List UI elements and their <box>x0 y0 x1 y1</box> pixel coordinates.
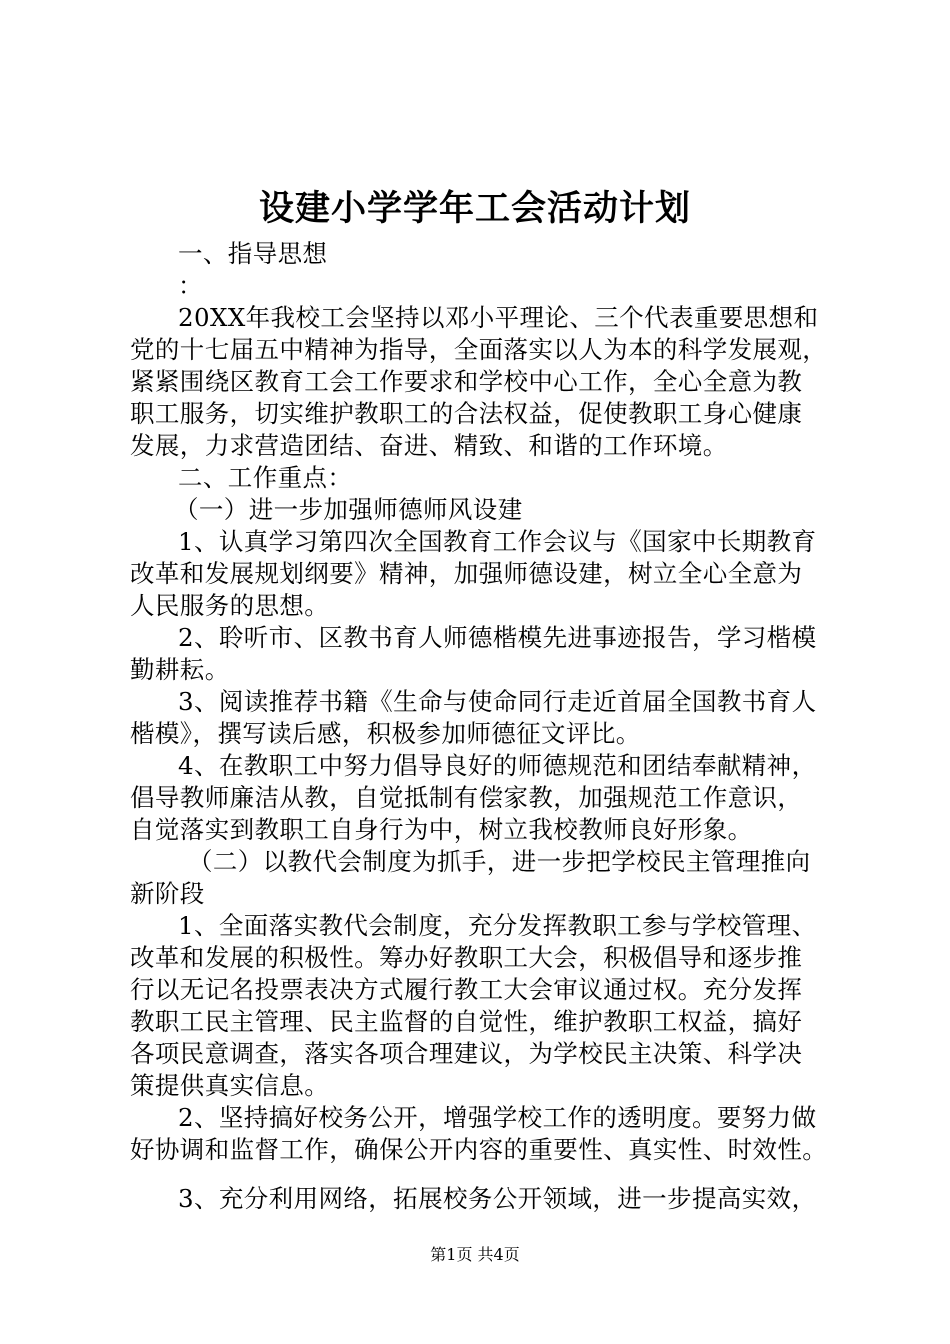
paragraph-line: 楷模》，撰写读后感，积极参加师德征文评比。 <box>130 719 641 748</box>
paragraph-line: 3、阅读推荐书籍《生命与使命同行走近首届全国教书育人 <box>178 687 817 716</box>
subsection-heading: （一）进一步加强师德师风设建 <box>174 495 523 524</box>
paragraph-line: 新阶段 <box>130 879 205 908</box>
paragraph-line: 勤耕耘。 <box>130 655 230 684</box>
paragraph-line: 20XX年我校工会坚持以邓小平理论、三个代表重要思想和 <box>178 303 819 332</box>
paragraph-line: 2、聆听市、区教书育人师德楷模先进事迹报告，学习楷模 <box>178 623 817 652</box>
paragraph-line: 改革和发展的积极性。筹办好教职工大会，积极倡导和逐步推 <box>130 943 803 972</box>
paragraph-line: 各项民意调查，落实各项合理建议，为学校民主决策、科学决 <box>130 1039 803 1068</box>
paragraph-line: 策提供真实信息。 <box>130 1071 330 1100</box>
paragraph-line: 人民服务的思想。 <box>130 591 330 620</box>
paragraph-line: 党的十七届五中精神为指导，全面落实以人为本的科学发展观， <box>130 335 828 364</box>
paragraph-line: 3、充分利用网络，拓展校务公开领域，进一步提高实效， <box>178 1184 817 1213</box>
paragraph-line: 好协调和监督工作，确保公开内容的重要性、真实性、时效性。 <box>130 1135 828 1164</box>
paragraph-line: 倡导教师廉洁从教，自觉抵制有偿家教，加强规范工作意识， <box>130 783 803 812</box>
paragraph-line: 发展，力求营造团结、奋进、精致、和谐的工作环境。 <box>130 431 728 460</box>
paragraph-line: 自觉落实到教职工自身行为中，树立我校教师良好形象。 <box>130 815 753 844</box>
paragraph-line: 紧紧围绕区教育工会工作要求和学校中心工作，全心全意为教 <box>130 367 803 396</box>
paragraph-line: 职工服务，切实维护教职工的合法权益，促使教职工身心健康 <box>130 399 803 428</box>
page-footer: 第1页 共4页 <box>430 1245 520 1264</box>
paragraph-line: 行以无记名投票表决方式履行教工大会审议通过权。充分发挥 <box>130 975 803 1004</box>
paragraph-line: 教职工民主管理、民主监督的自觉性，维护教职工权益，搞好 <box>130 1007 803 1036</box>
section-heading: 一、指导思想 <box>178 239 328 268</box>
paragraph-line: 1、全面落实教代会制度，充分发挥教职工参与学校管理、 <box>178 911 817 940</box>
paragraph-line: 改革和发展规划纲要》精神，加强师德设建，树立全心全意为 <box>130 559 803 588</box>
paragraph-line: 1、认真学习第四次全国教育工作会议与《国家中长期教育 <box>178 527 817 556</box>
paragraph-line: 4、在教职工中努力倡导良好的师德规范和团结奉献精神， <box>178 751 817 780</box>
subsection-heading: （二）以教代会制度为抓手，进一步把学校民主管理推向 <box>188 847 811 876</box>
paragraph-line: 2、坚持搞好校务公开，增强学校工作的透明度。要努力做 <box>178 1103 817 1132</box>
paragraph-line: ： <box>178 271 203 300</box>
section-heading: 二、工作重点： <box>178 463 353 492</box>
document-title: 设建小学学年工会活动计划 <box>258 188 691 229</box>
